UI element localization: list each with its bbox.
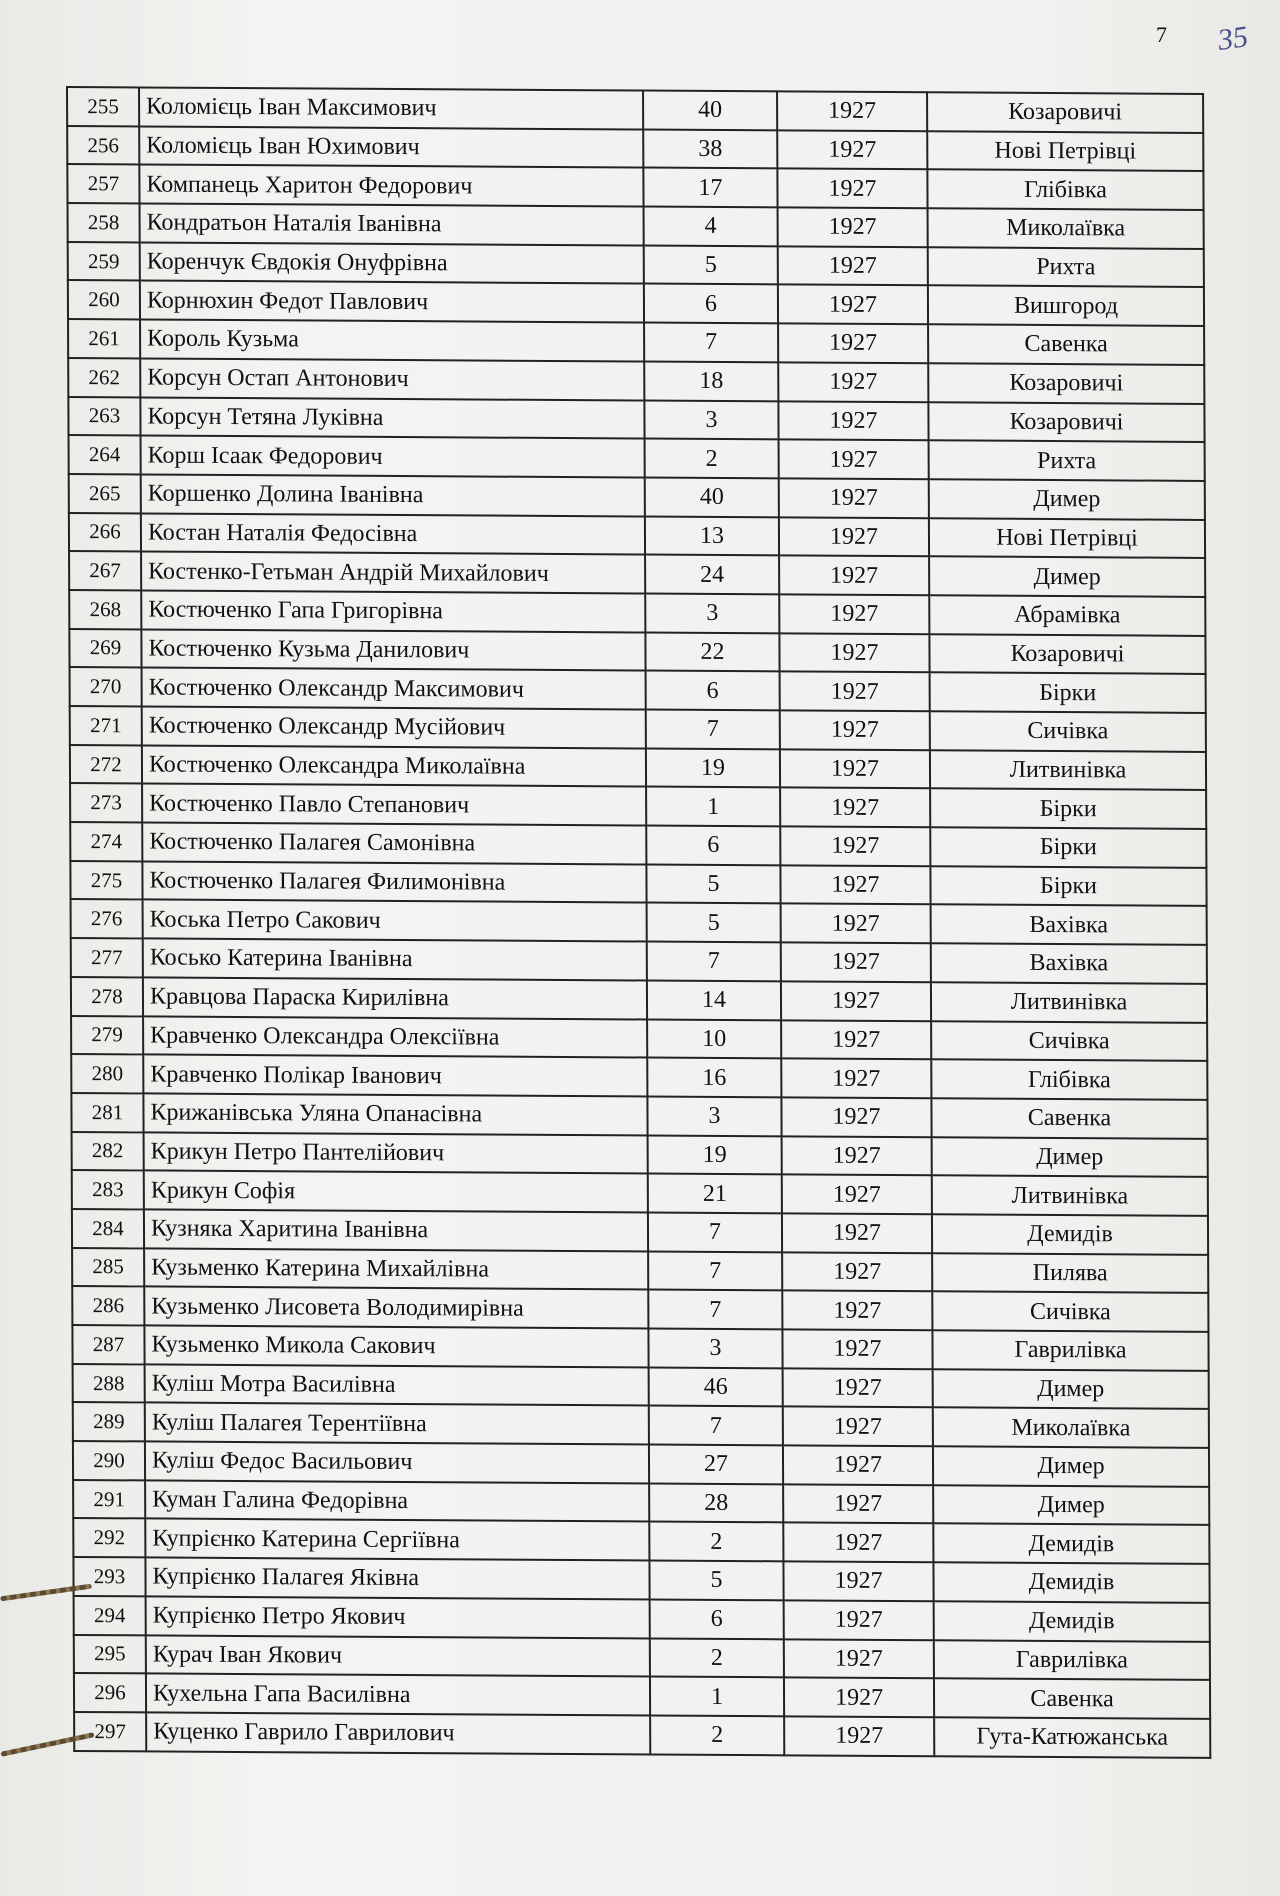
age-value: 3	[645, 593, 779, 633]
record-number: 273	[70, 783, 142, 822]
village-name: Миколаївка	[928, 208, 1204, 248]
village-name: Бірки	[930, 673, 1206, 713]
age-value: 1	[650, 1677, 784, 1717]
year-value: 1927	[782, 1213, 932, 1253]
record-number: 274	[70, 822, 142, 861]
record-number: 259	[68, 242, 140, 281]
person-name: Костюченко Олександра Миколаївна	[142, 745, 646, 787]
age-value: 1	[646, 787, 780, 827]
age-value: 19	[648, 1135, 782, 1175]
year-value: 1927	[778, 323, 928, 363]
record-number: 265	[69, 474, 141, 513]
year-value: 1927	[782, 1136, 932, 1176]
village-name: Нові Петрівці	[929, 518, 1205, 558]
village-name: Козаровичі	[928, 402, 1204, 442]
year-value: 1927	[783, 1523, 933, 1563]
age-value: 22	[645, 632, 779, 672]
year-value: 1927	[779, 478, 929, 518]
record-number: 283	[72, 1170, 144, 1209]
record-number: 268	[69, 590, 141, 629]
year-value: 1927	[781, 981, 931, 1021]
age-value: 6	[646, 671, 780, 711]
person-name: Корнюхин Федот Павлович	[140, 281, 644, 323]
record-number: 293	[73, 1557, 145, 1596]
year-value: 1927	[778, 401, 928, 441]
year-value: 1927	[784, 1716, 934, 1756]
person-name: Крикун Софія	[144, 1171, 648, 1213]
age-value: 7	[646, 710, 780, 750]
year-value: 1927	[783, 1445, 933, 1485]
age-value: 3	[644, 400, 778, 440]
age-value: 3	[648, 1329, 782, 1369]
village-name: Димер	[933, 1485, 1209, 1525]
table-row	[74, 1712, 1210, 1758]
record-number: 277	[71, 938, 143, 977]
village-name: Вахівка	[931, 905, 1207, 945]
person-name: Купрієнко Палагея Яківна	[145, 1558, 649, 1600]
village-name: Козаровичі	[928, 363, 1204, 403]
year-value: 1927	[778, 207, 928, 247]
record-number: 294	[74, 1596, 146, 1635]
person-name: Кузьменко Микола Сакович	[144, 1325, 648, 1367]
year-value: 1927	[781, 1097, 931, 1137]
year-value: 1927	[781, 1020, 931, 1060]
person-name: Куценко Гаврило Гаврилович	[146, 1712, 650, 1754]
person-name: Компанець Харитон Федорович	[139, 165, 643, 207]
year-value: 1927	[781, 904, 931, 944]
village-name: Гаврилівка	[932, 1330, 1208, 1370]
village-name: Демидів	[933, 1562, 1209, 1602]
person-name: Кондратьон Наталія Іванівна	[140, 204, 644, 246]
village-name: Литвинівка	[932, 1175, 1208, 1215]
age-value: 17	[643, 168, 777, 208]
age-value: 6	[646, 826, 780, 866]
age-value: 2	[650, 1638, 784, 1678]
age-value: 2	[645, 439, 779, 479]
person-name: Коломієць Іван Максимович	[139, 87, 643, 129]
village-name: Бірки	[930, 789, 1206, 829]
person-name: Косько Катерина Іванівна	[143, 939, 647, 981]
record-number: 256	[67, 126, 139, 165]
age-value: 14	[647, 980, 781, 1020]
year-value: 1927	[782, 1291, 932, 1331]
year-value: 1927	[780, 826, 930, 866]
person-name: Куліш Федос Васильович	[145, 1441, 649, 1483]
record-number: 269	[69, 629, 141, 668]
year-value: 1927	[778, 246, 928, 286]
year-value: 1927	[777, 169, 927, 209]
village-name: Рихта	[929, 440, 1205, 480]
age-value: 27	[649, 1445, 783, 1485]
village-name: Димер	[933, 1369, 1209, 1409]
age-value: 6	[650, 1599, 784, 1639]
record-number: 289	[73, 1402, 145, 1441]
person-name: Корсун Остап Антонович	[140, 358, 644, 400]
person-name: Костюченко Палагея Самонівна	[142, 822, 646, 864]
year-value: 1927	[783, 1561, 933, 1601]
record-number: 281	[71, 1093, 143, 1132]
person-name: Костюченко Олександр Максимович	[142, 668, 646, 710]
person-name: Костюченко Олександр Мусійович	[142, 706, 646, 748]
person-name: Купрієнко Петро Якович	[146, 1596, 650, 1638]
person-name: Костюченко Гапа Григорівна	[141, 590, 645, 632]
year-value: 1927	[784, 1600, 934, 1640]
age-value: 24	[645, 555, 779, 595]
record-number: 291	[73, 1480, 145, 1519]
person-name: Костюченко Кузьма Данилович	[141, 629, 645, 671]
village-name: Сичівка	[932, 1292, 1208, 1332]
record-number: 278	[71, 977, 143, 1016]
village-name: Глібівка	[927, 170, 1203, 210]
village-name: Бірки	[930, 827, 1206, 867]
year-value: 1927	[779, 556, 929, 596]
person-name: Куліш Мотра Василівна	[145, 1364, 649, 1406]
year-value: 1927	[780, 710, 930, 750]
person-name: Коршенко Долина Іванівна	[141, 474, 645, 516]
year-value: 1927	[779, 517, 929, 557]
village-name: Димер	[932, 1137, 1208, 1177]
village-name: Сичівка	[930, 711, 1206, 751]
person-name: Куман Галина Федорівна	[145, 1480, 649, 1522]
village-name: Демидів	[932, 1214, 1208, 1254]
age-value: 16	[647, 1058, 781, 1098]
year-value: 1927	[784, 1639, 934, 1679]
age-value: 7	[649, 1406, 783, 1446]
record-number: 275	[70, 861, 142, 900]
record-number: 257	[67, 164, 139, 203]
village-name: Демидів	[934, 1601, 1210, 1641]
age-value: 5	[647, 903, 781, 943]
person-name: Коломієць Іван Юхимович	[139, 126, 643, 168]
record-number: 262	[68, 358, 140, 397]
age-value: 18	[644, 361, 778, 401]
year-value: 1927	[780, 672, 930, 712]
village-name: Савенка	[934, 1678, 1210, 1718]
person-name: Кравченко Полікар Іванович	[143, 1055, 647, 1097]
year-value: 1927	[782, 1329, 932, 1369]
age-value: 2	[650, 1715, 784, 1755]
village-name: Демидів	[933, 1524, 1209, 1564]
person-name: Корш Ісаак Федорович	[141, 436, 645, 478]
record-number: 261	[68, 319, 140, 358]
record-number: 285	[72, 1248, 144, 1287]
record-number: 270	[70, 667, 142, 706]
village-name: Литвинівка	[930, 750, 1206, 790]
age-value: 2	[649, 1522, 783, 1562]
record-number: 297	[74, 1712, 146, 1751]
year-value: 1927	[782, 1175, 932, 1215]
village-name: Пилява	[932, 1253, 1208, 1293]
village-name: Савенка	[931, 1098, 1207, 1138]
village-name: Козаровичі	[929, 634, 1205, 674]
person-name: Костюченко Палагея Филимонівна	[142, 861, 646, 903]
village-name: Бірки	[930, 866, 1206, 906]
age-value: 7	[648, 1290, 782, 1330]
record-number: 271	[70, 706, 142, 745]
year-value: 1927	[783, 1407, 933, 1447]
village-name: Гаврилівка	[934, 1640, 1210, 1680]
person-name: Куліш Палагея Терентіївна	[145, 1403, 649, 1445]
village-name: Нові Петрівці	[927, 131, 1203, 171]
record-number: 288	[73, 1364, 145, 1403]
record-number: 296	[74, 1673, 146, 1712]
record-number: 267	[69, 551, 141, 590]
person-name: Крижанівська Уляна Опанасівна	[143, 1093, 647, 1135]
record-number: 264	[69, 435, 141, 474]
person-name: Купрієнко Катерина Сергіївна	[145, 1519, 649, 1561]
age-value: 7	[648, 1251, 782, 1291]
year-value: 1927	[779, 633, 929, 673]
village-name: Рихта	[928, 247, 1204, 287]
year-value: 1927	[778, 285, 928, 325]
person-name: Коренчук Євдокія Онуфрівна	[140, 242, 644, 284]
age-value: 5	[649, 1561, 783, 1601]
year-value: 1927	[784, 1678, 934, 1718]
record-number: 272	[70, 745, 142, 784]
record-number: 266	[69, 513, 141, 552]
person-name: Кузняка Харитина Іванівна	[144, 1209, 648, 1251]
person-name: Кузьменко Лисовета Володимирівна	[144, 1287, 648, 1329]
year-value: 1927	[782, 1252, 932, 1292]
archive-sheet-mark: 35	[1215, 20, 1251, 57]
age-value: 6	[644, 284, 778, 324]
age-value: 7	[648, 1212, 782, 1252]
person-name: Кравченко Олександра Олексіївна	[143, 1016, 647, 1058]
person-name: Костан Наталія Федосівна	[141, 513, 645, 555]
person-name: Курач Іван Якович	[146, 1635, 650, 1677]
record-number: 260	[68, 280, 140, 319]
record-number: 279	[71, 1015, 143, 1054]
age-value: 38	[643, 129, 777, 169]
year-value: 1927	[780, 749, 930, 789]
person-name: Король Кузьма	[140, 320, 644, 362]
village-name: Абрамівка	[929, 595, 1205, 635]
record-number: 263	[68, 397, 140, 436]
village-name: Димер	[929, 479, 1205, 519]
age-value: 10	[647, 1019, 781, 1059]
age-value: 5	[644, 245, 778, 285]
record-number: 280	[71, 1054, 143, 1093]
person-name: Кравцова Параска Кирилівна	[143, 977, 647, 1019]
record-number: 292	[73, 1518, 145, 1557]
village-name: Сичівка	[931, 1021, 1207, 1061]
age-value: 40	[643, 91, 777, 131]
village-name: Димер	[933, 1446, 1209, 1486]
year-value: 1927	[777, 130, 927, 170]
year-value: 1927	[780, 788, 930, 828]
village-name: Козаровичі	[927, 92, 1203, 132]
register-table	[66, 86, 1211, 1758]
person-name: Крикун Петро Пантелійович	[144, 1132, 648, 1174]
village-name: Миколаївка	[933, 1408, 1209, 1448]
year-value: 1927	[777, 91, 927, 131]
village-name: Глібівка	[931, 1059, 1207, 1099]
year-value: 1927	[783, 1368, 933, 1408]
village-name: Гута-Катюжанська	[934, 1717, 1210, 1757]
record-number: 295	[74, 1634, 146, 1673]
village-name: Вахівка	[931, 943, 1207, 983]
record-number: 276	[71, 899, 143, 938]
person-name: Костюченко Павло Степанович	[142, 784, 646, 826]
year-value: 1927	[783, 1484, 933, 1524]
record-number: 258	[68, 203, 140, 242]
year-value: 1927	[780, 865, 930, 905]
village-name: Литвинівка	[931, 982, 1207, 1022]
register-table-body	[67, 87, 1210, 1757]
village-name: Вишгород	[928, 286, 1204, 326]
record-number: 284	[72, 1209, 144, 1248]
age-value: 21	[648, 1174, 782, 1214]
village-name: Димер	[929, 557, 1205, 597]
age-value: 40	[645, 477, 779, 517]
age-value: 7	[644, 323, 778, 363]
age-value: 3	[647, 1096, 781, 1136]
record-number: 290	[73, 1441, 145, 1480]
age-value: 46	[649, 1367, 783, 1407]
year-value: 1927	[781, 942, 931, 982]
person-name: Кузьменко Катерина Михайлівна	[144, 1248, 648, 1290]
person-name: Корсун Тетяна Луківна	[140, 397, 644, 439]
year-value: 1927	[779, 594, 929, 634]
age-value: 19	[646, 748, 780, 788]
year-value: 1927	[779, 440, 929, 480]
age-value: 28	[649, 1483, 783, 1523]
year-value: 1927	[781, 1059, 931, 1099]
village-name: Савенка	[928, 324, 1204, 364]
person-name: Кухельна Гапа Василівна	[146, 1674, 650, 1716]
year-value: 1927	[778, 362, 928, 402]
person-name: Коська Петро Сакович	[143, 900, 647, 942]
record-number: 287	[72, 1325, 144, 1364]
age-value: 13	[645, 516, 779, 556]
record-number: 282	[72, 1132, 144, 1171]
age-value: 5	[646, 864, 780, 904]
record-number: 255	[67, 87, 139, 126]
page-number: 7	[1156, 22, 1167, 47]
person-name: Костенко-Гетьман Андрій Михайлович	[141, 552, 645, 594]
record-number: 286	[72, 1286, 144, 1325]
age-value: 4	[644, 207, 778, 247]
age-value: 7	[647, 942, 781, 982]
